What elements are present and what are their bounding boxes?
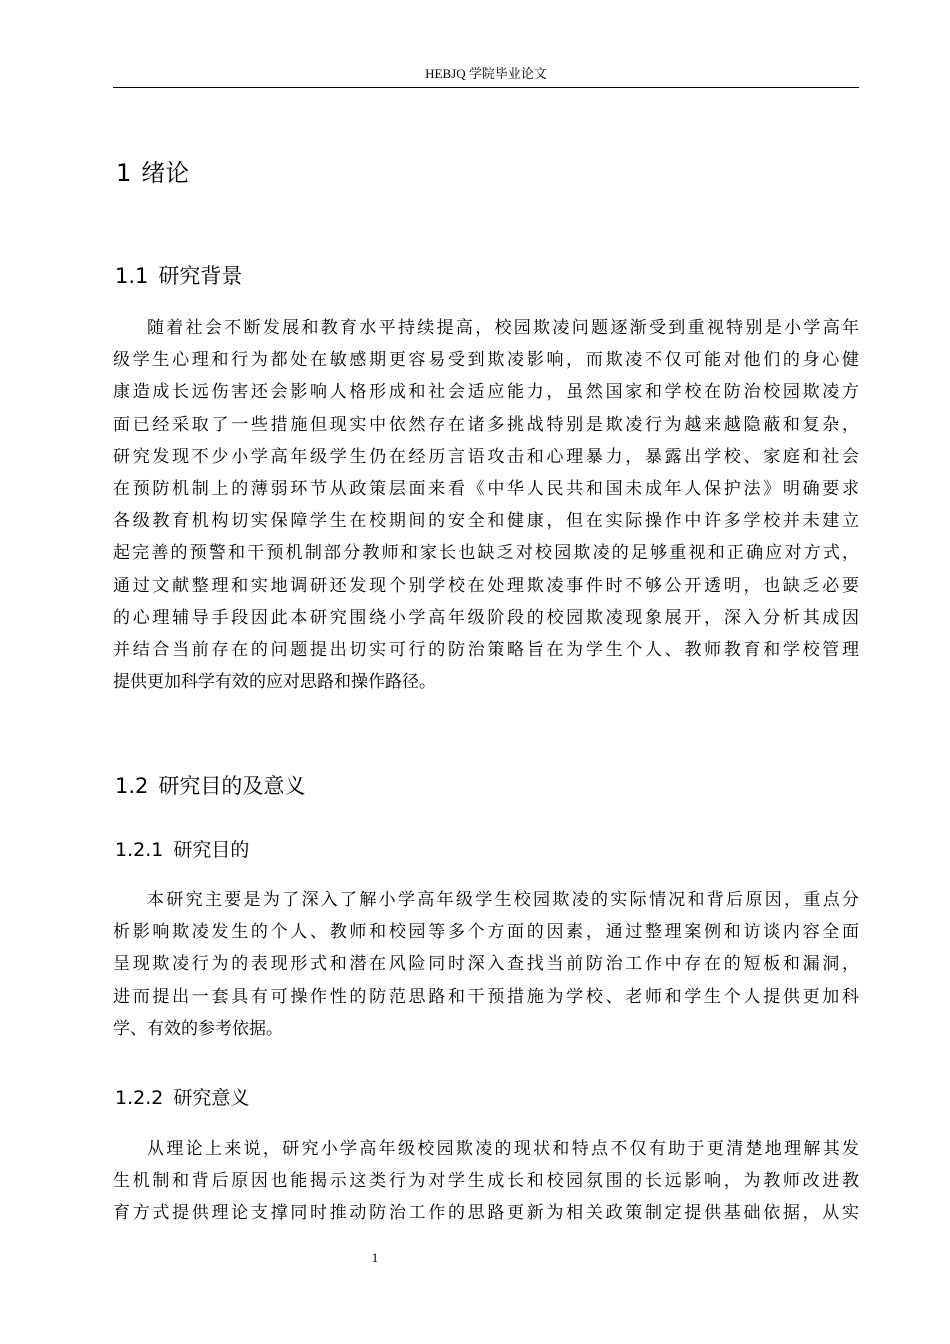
text-line: 通过文献整理和实地调研还发现个别学校在处理欺凌事件时不够公开透明，也缺乏必要 [113,575,859,596]
chapter-heading [116,158,189,188]
header-rule [113,87,859,88]
section-heading-1-1 [115,262,242,290]
section-title: 研究背景 [158,264,243,288]
text-line: 进而提出一套具有可操作性的防范思路和干预措施为学校、老师和学生个人提供更加科 [113,986,859,1007]
text-line: 育方式提供理论支撑同时推动防治工作的思路更新为相关政策制定提供基础依据，从实 [113,1203,859,1224]
chapter-number: 1 [116,159,132,187]
subsection-title: 研究意义 [173,1087,250,1109]
text-line: 级学生心理和行为都处在敏感期更容易受到欺凌影响，而欺凌不仅可能对他们的身心健 [113,350,859,371]
running-header: HEBJQ 学院毕业论文 [425,66,547,81]
text-line: 学、有效的参考依据。 [113,1018,283,1039]
subsection-heading-1-2-1 [115,837,249,863]
paragraph-research-purpose [113,884,859,1045]
text-line: 呈现欺凌行为的表现形式和潜在风险同时深入查找当前防治工作中存在的短板和漏洞， [113,954,859,975]
text-line: 从理论上来说，研究小学高年级校园欺凌的现状和特点不仅有助于更清楚地理解其发 [147,1139,859,1159]
paragraph-research-background [113,312,859,698]
section-title: 研究目的及意义 [158,774,306,798]
text-line: 本研究主要是为了深入了解小学高年级学生校园欺凌的实际情况和背后原因，重点分 [147,890,859,910]
text-line: 并结合当前存在的问题提出切实可行的防治策略旨在为学生个人、教师教育和学校管理 [113,639,859,660]
text-line: 起完善的预警和干预机制部分教师和家长也缺乏对校园欺凌的足够重视和正确应对方式， [113,543,859,564]
subsection-number: 1.2.1 [115,839,164,861]
paragraph-research-significance [113,1133,859,1230]
text-line: 析影响欺凌发生的个人、教师和校园等多个方面的因素，通过整理案例和访谈内容全面 [113,922,859,943]
text-line: 的心理辅导手段因此本研究围绕小学高年级阶段的校园欺凌现象展开，深入分析其成因 [113,607,859,628]
text-line: 生机制和背后原因也能揭示这类行为对学生成长和校园氛围的长远影响，为教师改进教 [113,1171,859,1192]
text-line: 随着社会不断发展和教育水平持续提高，校园欺凌问题逐渐受到重视特别是小学高年 [147,318,859,338]
section-number: 1.1 [115,264,149,288]
chapter-title: 绪论 [141,159,190,187]
section-heading-1-2 [115,772,305,800]
text-line: 在预防机制上的薄弱环节从政策层面来看《中华人民共和国未成年人保护法》明确要求 [113,478,859,499]
subsection-heading-1-2-2 [115,1085,249,1111]
subsection-title: 研究目的 [173,839,250,861]
text-line: 提供更加科学有效的应对思路和操作路径。 [113,672,436,693]
subsection-number: 1.2.2 [115,1087,164,1109]
section-number: 1.2 [115,774,149,798]
text-line: 各级教育机构切实保障学生在校期间的安全和健康，但在实际操作中许多学校并未建立 [113,511,859,532]
text-line: 研究发现不少小学高年级学生仍在经历言语攻击和心理暴力，暴露出学校、家庭和社会 [113,446,859,467]
text-line: 康造成长远伤害还会影响人格形成和社会适应能力，虽然国家和学校在防治校园欺凌方 [113,382,859,403]
text-line: 面已经采取了一些措施但现实中依然存在诸多挑战特别是欺凌行为越来越隐蔽和复杂， [113,414,859,435]
page-number: 1 [371,1250,379,1265]
